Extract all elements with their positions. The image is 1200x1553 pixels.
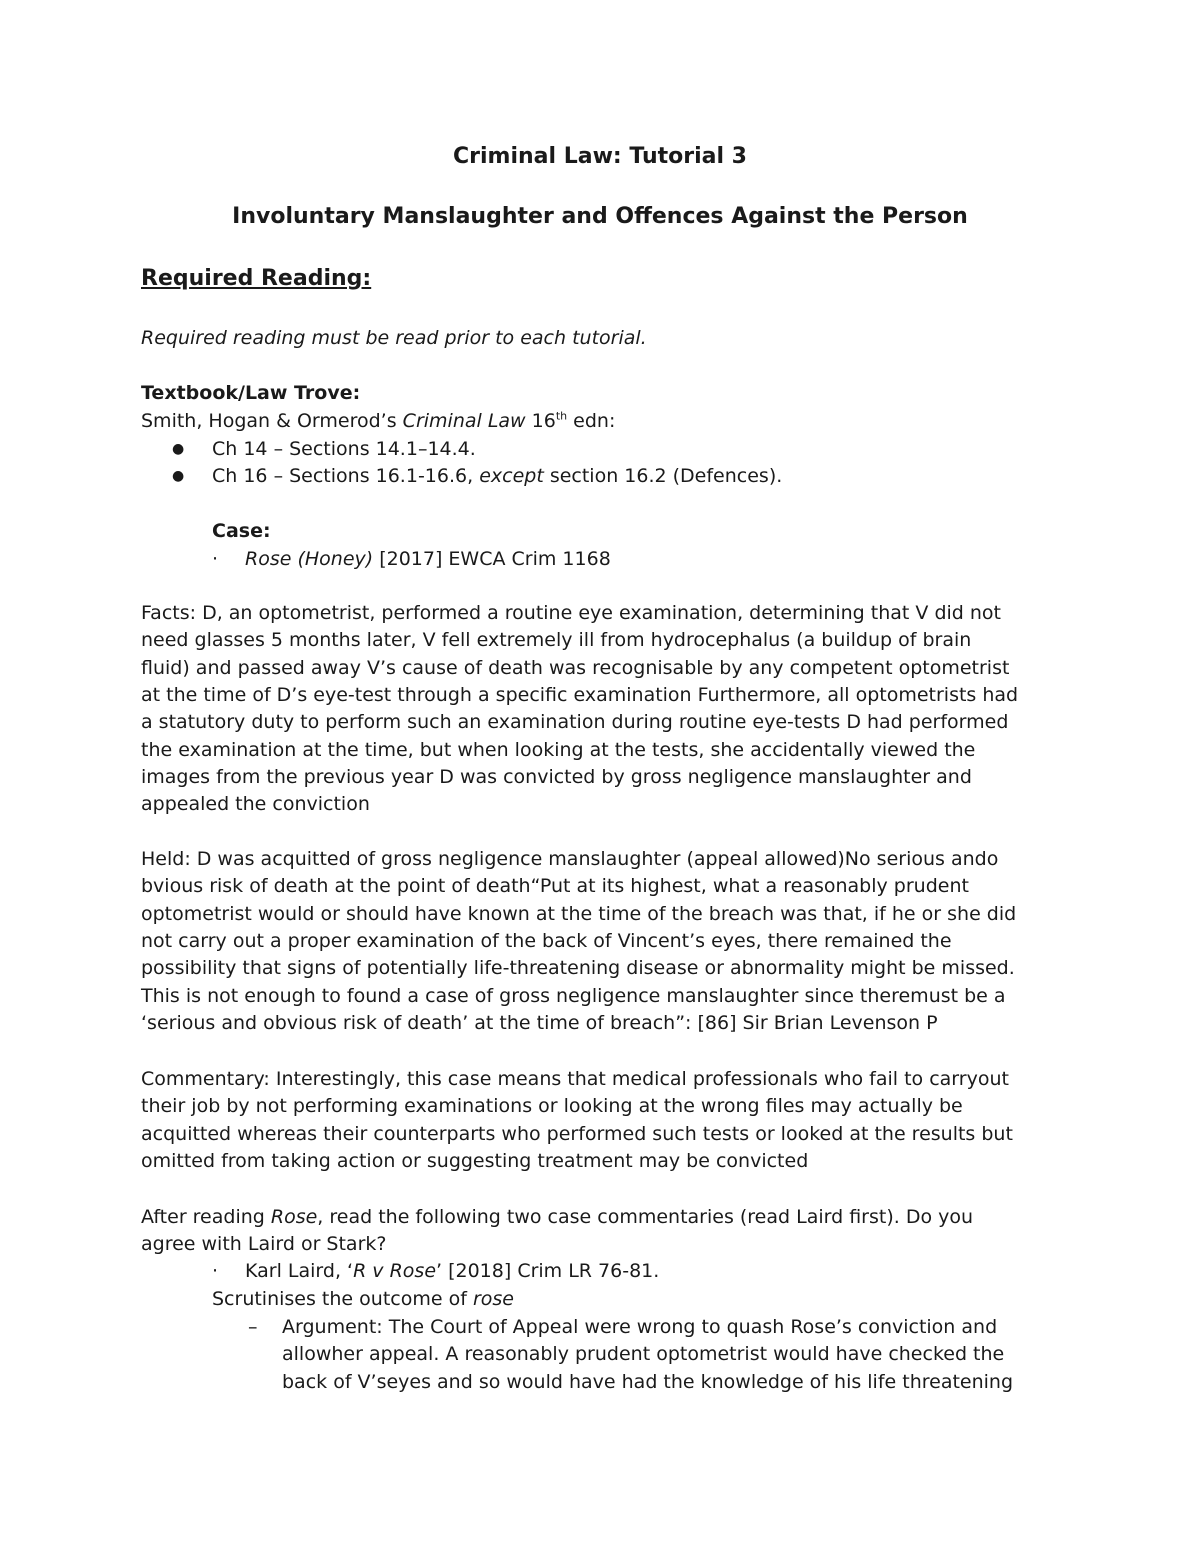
dash-icon: – (248, 1316, 258, 1338)
facts-line: at the time of D’s eye-test through a specific examination Furthermore, all optometrists had (141, 683, 1019, 706)
facts-line: images from the previous year D was convicted by gross negligence manslaughter and (141, 765, 972, 788)
bullet-icon: · (212, 548, 219, 570)
bullet-icon: ● (172, 468, 185, 484)
after-reading-question: agree with Laird or Stark? (141, 1233, 387, 1255)
held-line: bvious risk of death at the point of death“Put at its highest, what a reasonably prudent (141, 875, 969, 898)
commentary-line: acquitted whereas their counterparts who performed such tests or looked at the results but (141, 1122, 1013, 1145)
required-reading-note: Required reading must be read prior to each tutorial. (141, 327, 647, 349)
required-reading-heading: Required Reading: (141, 266, 372, 291)
held-line: ‘serious and obvious risk of death’ at the time of breach”: [86] Sir Brian Levenson P (141, 1011, 938, 1034)
facts-line: appealed the conviction (141, 793, 370, 816)
textbook-item: Ch 16 – Sections 16.1-16.6, except section 16.2 (Defences). (212, 465, 783, 487)
case-heading: Case: (212, 520, 271, 542)
facts-line: Facts: D, an optometrist, performed a routine eye examination, determining that V did not (141, 602, 1002, 624)
facts-line: the examination at the time, but when looking at the tests, she accidentally viewed the (141, 738, 976, 761)
after-reading-line: After reading Rose, read the following two case commentaries (read Laird first). Do you (141, 1206, 974, 1228)
bullet-icon: · (212, 1260, 219, 1282)
argument-line: Argument: The Court of Appeal were wrong to quash Rose’s conviction and (282, 1316, 998, 1338)
document-title: Criminal Law: Tutorial 3 (453, 144, 747, 169)
scrutinises-line: Scrutinises the outcome of rose (212, 1288, 514, 1310)
document-subtitle: Involuntary Manslaughter and Offences Against the Person (232, 204, 968, 229)
argument-line: allowher appeal. A reasonably prudent optometrist would have checked the (282, 1343, 1005, 1366)
held-line: not carry out a proper examination of the back of Vincent’s eyes, there remained the (141, 929, 952, 952)
held-line: optometrist would or should have known at the time of the breach was that, if he or she did (141, 902, 1017, 925)
facts-line: a statutory duty to perform such an examination during routine eye-tests D had performed (141, 711, 1009, 734)
laird-reference: Karl Laird, ‘R v Rose’ [2018] Crim LR 76-81. (245, 1260, 660, 1282)
held-line: Held: D was acquitted of gross negligence manslaughter (appeal allowed)No serious ando (141, 848, 999, 870)
commentary-line: Commentary: Interestingly, this case means that medical professionals who fail to carryout (141, 1068, 1009, 1090)
textbook-reference: Smith, Hogan & Ormerod’s Criminal Law 16th edn: (141, 409, 616, 432)
argument-line: back of V’seyes and so would have had the knowledge of his life threatening (282, 1370, 1014, 1393)
facts-line: need glasses 5 months later, V fell extremely ill from hydrocephalus (a buildup of brain (141, 629, 972, 652)
textbook-heading: Textbook/Law Trove: (141, 382, 361, 404)
facts-line: fluid) and passed away V’s cause of death was recognisable by any competent optometrist (141, 656, 1010, 679)
held-line: This is not enough to found a case of gross negligence manslaughter since theremust be a (141, 984, 1006, 1007)
case-citation: Rose (Honey) [2017] EWCA Crim 1168 (245, 548, 611, 570)
held-line: possibility that signs of potentially life-threatening disease or abnormality might be missed. (141, 957, 1015, 980)
commentary-line: their job by not performing examinations or looking at the wrong files may actually be (141, 1095, 963, 1118)
textbook-item: Ch 14 – Sections 14.1–14.4. (212, 438, 476, 460)
commentary-line: omitted from taking action or suggesting treatment may be convicted (141, 1149, 809, 1172)
bullet-icon: ● (172, 441, 185, 457)
